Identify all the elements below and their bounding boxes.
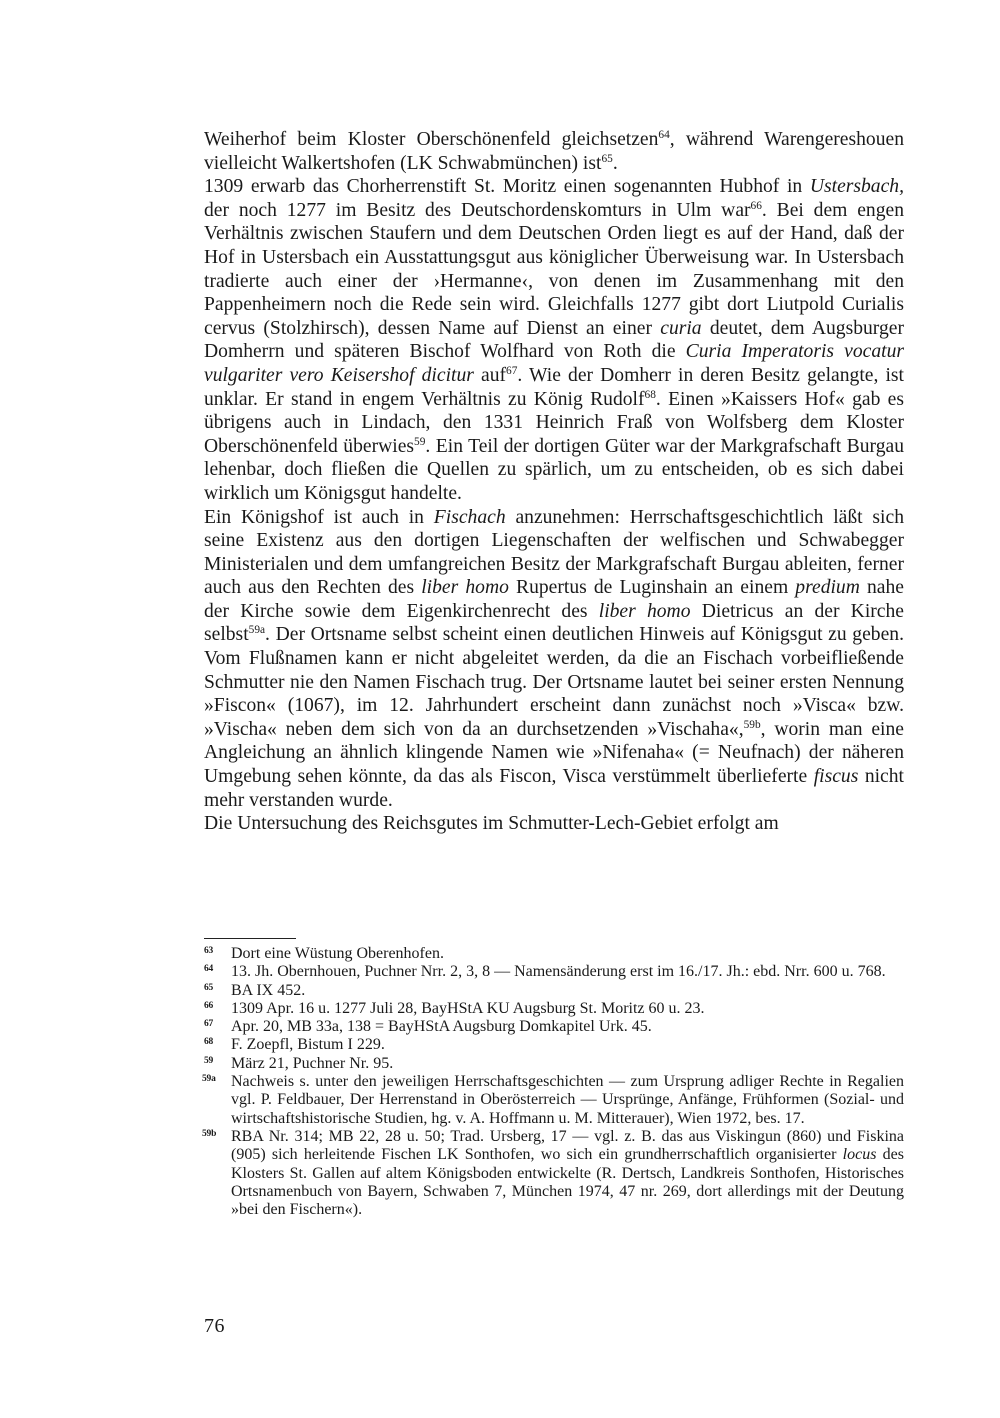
footnote [204,1018,904,1036]
footnote-ref: 67 [506,364,518,377]
footnote-number: 59b [202,1128,217,1139]
italic-term: liber homo [598,600,691,622]
footnote [204,1055,904,1073]
footnote-number: 68 [204,1037,214,1048]
footnote-ref: 59 [414,435,426,448]
text-run: , während Warengereshouen vielleicht Walkertshofen (LK Schwabmünchen) ist [204,129,904,174]
footnote-number: 59a [202,1074,216,1085]
text-run: Rupertus de Luginshain an einem [508,577,796,599]
paragraph [204,506,904,813]
page-body [204,128,904,836]
footnote [204,1128,904,1219]
footnote-text: März 21, Puchner Nr. 95. [231,1054,394,1072]
footnote-ref: 65 [601,152,613,165]
footnote-text: F. Zoepfl, Bistum I 229. [231,1036,385,1054]
text-run: . Der Ortsname selbst scheint einen deutlichen Hinweis auf Königsgut zu geben. Vom Flußnamen kann er nicht abgeleitet werden, da die an Fischach vorbeifließende Schmutter nie den Namen Fischach trug. Der Ortsname lautet bei seiner ersten Nennung »Fiscon« (1067), im 12. Jahrhundert erscheint dann zunächst noch »Visca« bzw. »Vischa« neben dem sich von da an durchsetzenden »Vischaha«, [204,624,904,740]
footnote-text: BA IX 452. [231,981,306,999]
text-run: . Einen »Kaissers Hof« gab es übrigens auch in Lindach, den 1331 Heinrich Fraß von Wolfsberg dem Kloster Oberschönenfeld überwies [204,388,904,457]
footnote-text: 1309 Apr. 16 u. 1277 Juli 28, BayHStA KU Augsburg St. Moritz 60 u. 23. [231,999,705,1017]
italic-term: locus [842,1146,877,1164]
text-run: . Ein Teil der dortigen Güter war der Markgrafschaft Burgau lehenbar, doch fließen die Quellen zu spärlich, um zu entscheiden, ob es sich dabei wirklich um Königsgut handelte. [204,435,905,504]
footnote-number: 65 [204,982,214,993]
text-run: , worin man eine Angleichung an ähnlich klingende Namen wie »Nifenaha« (= Neufnach) der näheren Umgebung sehen könnte, da das als Fiscon, Visca verstümmelt überlieferte [204,718,904,788]
footnote-ref: 59a [248,624,266,637]
footnote-text: RBA Nr. 314; MB 22, 28 u. 50; Trad. Ursberg, 17 — vgl. z. B. das aus Viskingun (860) und Fiskina (905) sich herleitende Fischen LK Sonthofen, wo sich ein grundherrschaftlich organisierter [231,1127,904,1164]
text-run: anzunehmen: Herrschaftsgeschichtlich läßt sich seine Existenz aus den dortigen Liegenschaften der welfischen und Schwabegger Ministerialen und dem umfangreichen Besitz der Markgrafschaft Burgau ableiten, ferner auch aus den Rechten des [204,506,904,599]
paragraph [204,175,904,505]
footnote-divider [204,938,296,939]
paragraph [204,812,904,836]
footnotes [204,945,904,1219]
footnote [204,1000,904,1018]
text-run: auf [473,364,507,386]
footnote [204,1036,904,1054]
text-run: Dietricus an der Kirche selbst [204,600,904,646]
footnote [204,945,904,963]
text-run: nicht mehr verstanden wurde. [204,766,904,811]
italic-term: fiscus [813,766,859,788]
italic-quote: Curia Imperatoris vocatur vulgariter vero Keisershof dicitur [204,341,905,386]
footnote-ref: 59b [743,718,761,731]
footnote-ref: 68 [644,388,656,401]
footnote-number: 63 [204,946,214,956]
text-run: der noch 1277 im Besitz des Deutschordenskomturs in Ulm war [204,199,751,221]
page-number: 76 [204,1315,225,1337]
text-run: deutet, dem Augsburger Domherrn und späteren Bischof Wolfhard von Roth die [204,317,904,363]
text-run: . [612,152,618,174]
footnote-number: 66 [204,1000,214,1011]
footnote-text: Dort eine Wüstung Oberenhofen. [231,945,444,962]
footnote-text: 13. Jh. Obernhouen, Puchner Nrr. 2, 3, 8 — Namensänderung erst im 16./17. Jh.: ebd. Nrr. 600 u. 768. [231,963,886,981]
footnote-ref: 66 [750,199,762,212]
footnote [204,982,904,1000]
footnote-number: 67 [204,1019,214,1030]
text-run: Die Untersuchung des Reichsgutes im Schmutter-Lech-Gebiet erfolgt am [204,813,779,835]
italic-term: curia [660,317,702,339]
footnote-text: des Klosters St. Gallen auf altem Königsboden entwickelte (R. Dertsch, Landkreis Sonthofen, Historisches Ortsnamenbuch von Bayern, Schwaben 7, München 1974, 47 nr. 269, dort allerdings mit der Deutung »bei den Fischern«). [231,1146,905,1219]
footnote [204,1073,904,1128]
italic-place-name: Ustersbach, [809,176,904,198]
footnote [204,963,904,981]
text-run: nahe der Kirche sowie dem Eigenkirchenrecht des [204,577,904,622]
text-run: 1309 erwarb das Chorherrenstift St. Moritz einen sogenannten Hubhof in [204,176,810,198]
text-run: Weiherhof beim Kloster Oberschönenfeld gleichsetzen [204,129,659,150]
italic-place-name: Fischach [433,506,506,528]
main-text [204,128,904,836]
text-run: . Bei dem engen Verhältnis zwischen Staufern und dem Deutschen Orden liegt es auf der Hand, daß der Hof in Ustersbach ein Ausstattungsgut aus königlicher Überweisung war. In Ustersbach tradierte auch einer der ›Hermanne‹, von denen im Zusammenhang mit den Pappenheimern noch die Rede sein wird. Gleichfalls 1277 gibt dort Liutpold Curialis cervus (Stolzhirsch), dessen Name auf Dienst an einer [204,199,904,339]
italic-term: liber homo [421,577,509,599]
italic-term: predium [795,577,860,599]
footnote-number: 64 [204,964,214,975]
footnote-text: Apr. 20, MB 33a, 138 = BayHStA Augsburg Domkapitel Urk. 45. [231,1018,652,1036]
text-run: . Wie der Domherr in deren Besitz gelangte, ist unklar. Er stand in engem Verhältnis zu König Rudolf [204,364,904,410]
text-run: Ein Königshof ist auch in [204,506,434,528]
paragraph [204,128,904,175]
footnote-number: 59 [204,1055,214,1066]
footnote-text: Nachweis s. unter den jeweiligen Herrschaftsgeschichten — zum Ursprung adliger Rechte in Regalien vgl. P. Feldbauer, Der Herrenstand in Oberösterreich — Ursprünge, Anfänge, Frühformen (Sozial- und wirtschaftshistorische Studien, hg. v. A. Hoffmann u. M. Mitterauer), Wien 1972, bes. 17. [231,1073,904,1127]
footnote-ref: 64 [658,128,670,141]
